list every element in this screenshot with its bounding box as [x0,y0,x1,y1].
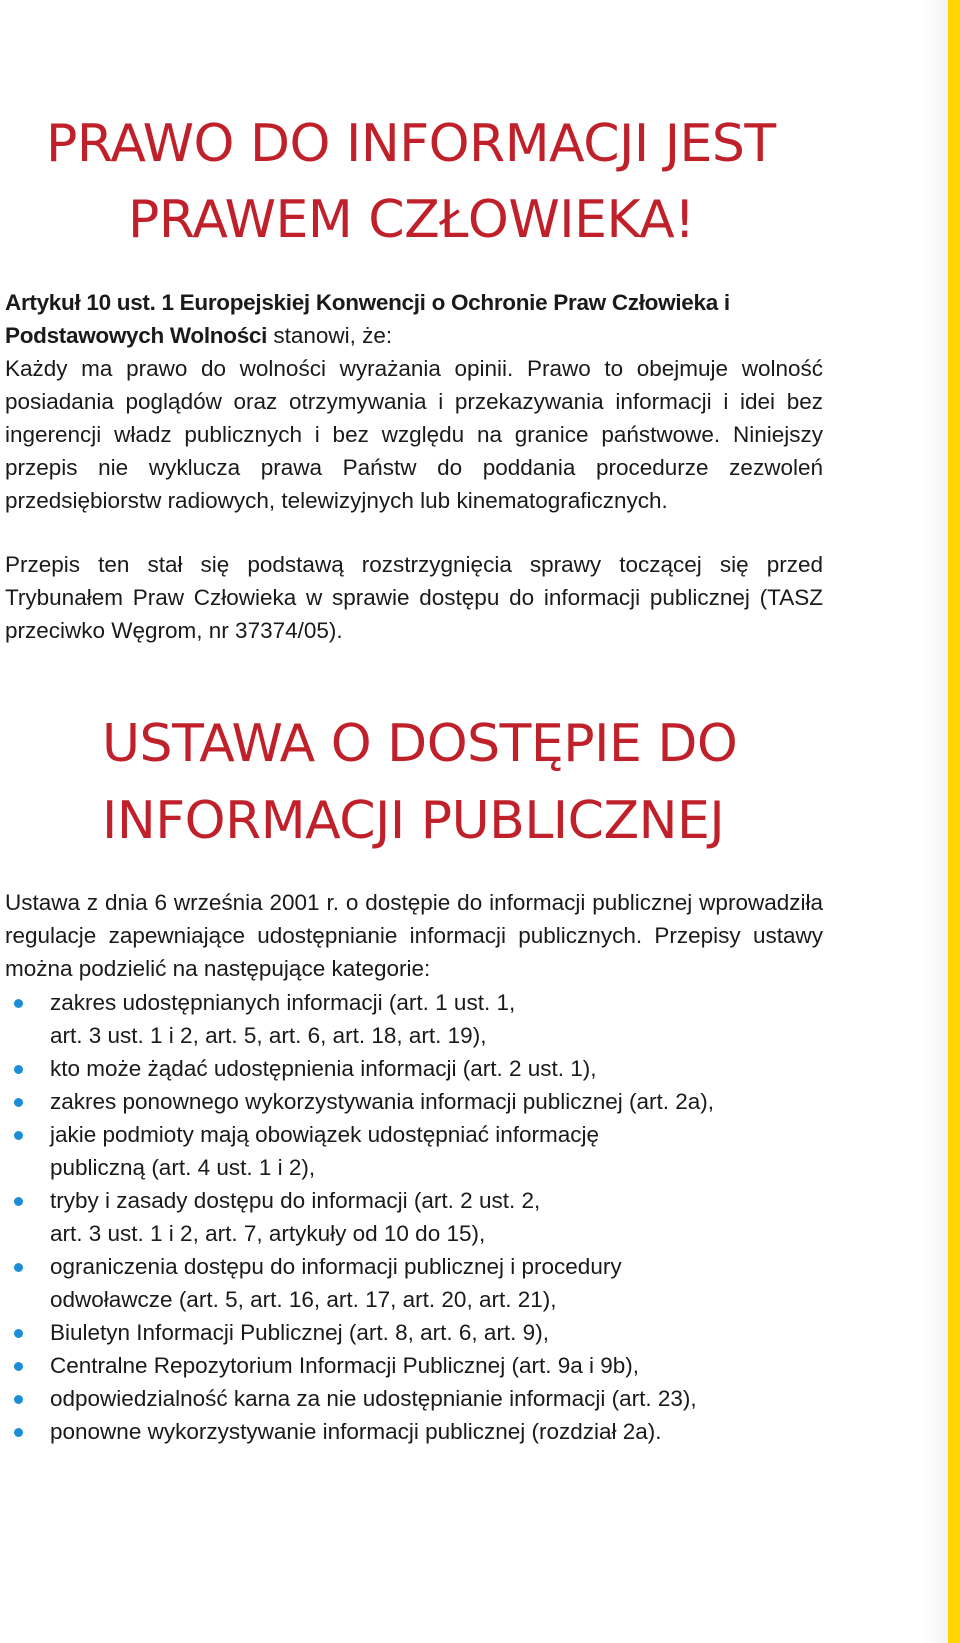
act-paragraph: Ustawa z dnia 6 września 2001 r. o dostępie do informacji publicznej wprowadziła regulacje zapewniające udostępnianie informacji publicznych. Przepisy ustawy można podzielić na następujące kategorie: [5,890,823,981]
bullet-icon [14,1362,23,1371]
intro-paragraph [5,286,823,352]
list-item [5,1415,823,1448]
list-item [5,1250,823,1316]
list-item-line1: tryby i zasady dostępu do informacji (art. 2 ust. 2, [50,1188,541,1213]
yellow-side-stripe [948,0,960,1643]
list-item-line1: odpowiedzialność karna za nie udostępnianie informacji (art. 23), [50,1386,697,1411]
list-item [5,1184,823,1250]
bullet-icon [14,1395,23,1404]
list-item-line1: Biuletyn Informacji Publicznej (art. 8, art. 6, art. 9), [50,1320,549,1345]
list-item-line1: zakres udostępnianych informacji (art. 1 ust. 1, [50,990,516,1015]
list-item-line1: Centralne Repozytorium Informacji Publicznej (art. 9a i 9b), [50,1353,639,1378]
list-item-line2: publiczną (art. 4 ust. 1 i 2), [50,1155,316,1180]
list-item-line2: art. 3 ust. 1 i 2, art. 7, artykuły od 10 do 15), [50,1221,486,1246]
bullet-icon [14,1131,23,1140]
categories-list [5,986,823,1448]
intro-rest: stanowi, że: [267,323,393,348]
intro-bold-reference: Artykuł 10 ust. 1 Europejskiej Konwencji o Ochronie Praw Człowieka i Podstawowych Wolności [5,290,730,348]
list-item [5,1316,823,1349]
list-item-line1: zakres ponownego wykorzystywania informacji publicznej (art. 2a), [50,1089,715,1114]
list-item [5,1118,823,1184]
page-edge-shadow [922,0,948,1643]
section1-title-line2: PRAWEM CZŁOWIEKA! [128,190,695,250]
bullet-icon [14,999,23,1008]
tribunal-paragraph: Przepis ten stał się podstawą rozstrzygnięcia sprawy toczącej się przed Trybunałem Praw Człowieka w sprawie dostępu do informacji publicznej (TASZ przeciwko Węgrom, nr 37374/05). [5,552,823,643]
list-item [5,1085,823,1118]
list-item-line2: art. 3 ust. 1 i 2, art. 5, art. 6, art. 18, art. 19), [50,1023,487,1048]
convention-quote: Każdy ma prawo do wolności wyrażania opinii. Prawo to obejmuje wolność posiadania poglądów oraz otrzymywania i przekazywania informacji i idei bez ingerencji władz publicznych i bez względu na granice państwowe. Niniejszy przepis nie wyklucza prawa Państw do poddania procedurze zezwoleń przedsiębiorstw radiowych, telewizyjnych lub kinematograficznych. [5,356,823,513]
list-item-line1: kto może żądać udostępnienia informacji (art. 2 ust. 1), [50,1056,597,1081]
bullet-icon [14,1098,23,1107]
bullet-icon [14,1065,23,1074]
list-item-line1: jakie podmioty mają obowiązek udostępniać informację [50,1122,600,1147]
bullet-icon [14,1197,23,1206]
list-item-line1: ponowne wykorzystywanie informacji publicznej (rozdział 2a). [50,1419,662,1444]
list-item-line2: odwoławcze (art. 5, art. 16, art. 17, art. 20, art. 21), [50,1287,557,1312]
section2-title-line2: INFORMACJI PUBLICZNEJ [102,791,725,851]
list-item [5,986,823,1052]
list-item [5,1382,823,1415]
list-item-line1: ograniczenia dostępu do informacji publicznej i procedury [50,1254,622,1279]
section2-title-line1: USTAWA O DOSTĘPIE DO [102,714,738,774]
bullet-icon [14,1329,23,1338]
list-item [5,1349,823,1382]
bullet-icon [14,1263,23,1272]
list-item [5,1052,823,1085]
section1-title-line1: PRAWO DO INFORMACJI JEST [46,114,776,174]
bullet-icon [14,1428,23,1437]
